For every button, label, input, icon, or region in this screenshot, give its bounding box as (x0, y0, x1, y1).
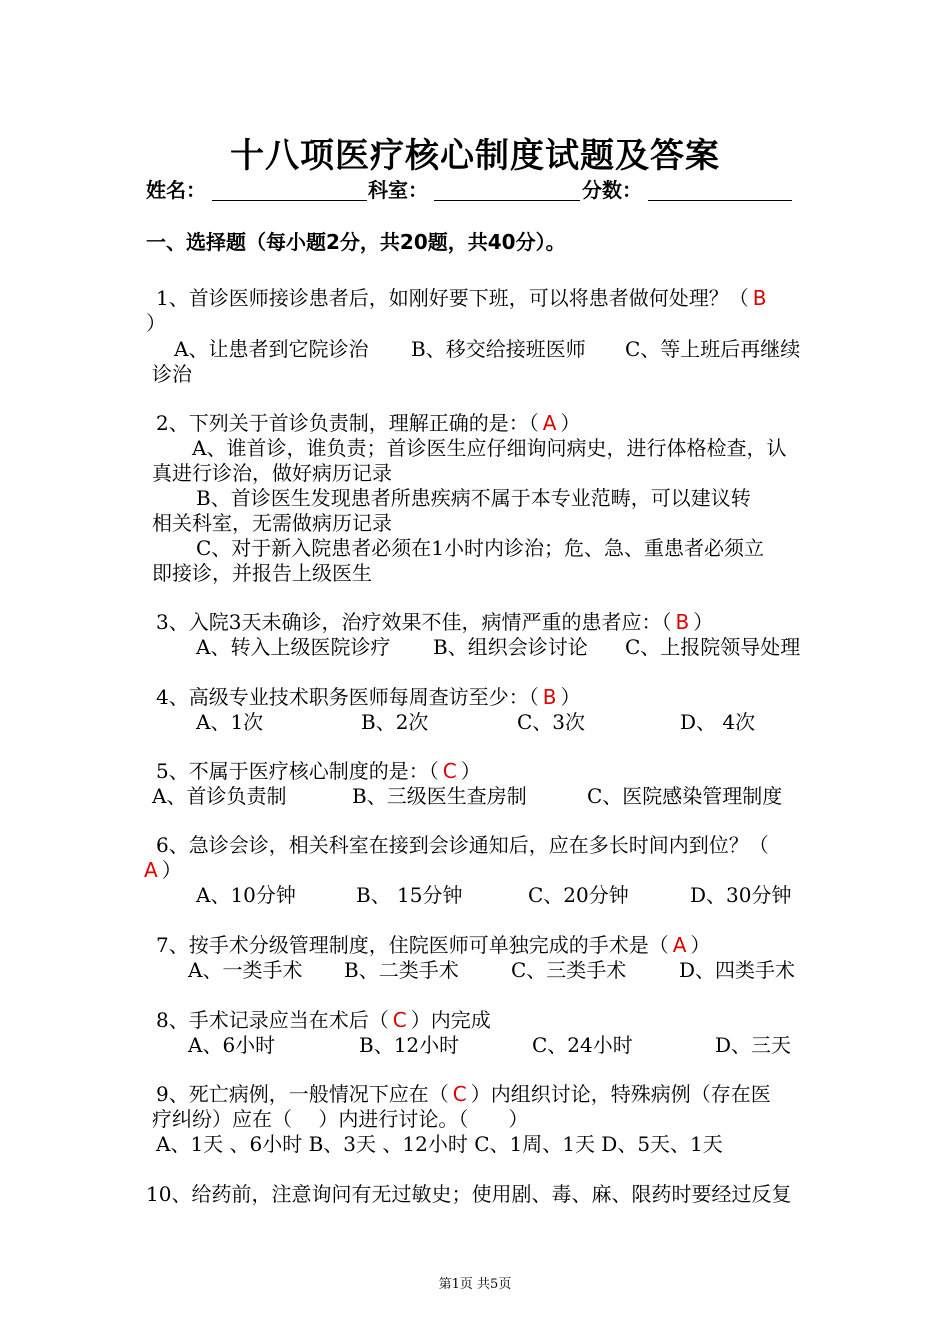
score-blank (648, 200, 792, 201)
question-8-option-a: A、6小时 (188, 1033, 276, 1057)
question-3-answer: B (675, 610, 690, 634)
question-10-stem: 10、给药前，注意询问有无过敏史；使用剧、毒、麻、限药时要经过反复 (146, 1182, 792, 1206)
question-8-stem: 8、手术记录应当在术后（ C ）内完成 (156, 1008, 491, 1032)
question-2-option-b-line2: 相关科室，无需做病历记录 (152, 511, 392, 535)
question-3-option-b: B、组织会诊讨论 (433, 635, 588, 659)
question-8-option-c: C、24小时 (532, 1033, 633, 1057)
question-6-option-a: A、10分钟 (196, 883, 296, 907)
question-2-option-a-line1: A、谁首诊，谁负责；首诊医生应仔细询问病史，进行体格检查，认 (192, 436, 787, 460)
score-label: 分数： (582, 178, 642, 202)
question-4-answer: B (542, 685, 557, 709)
question-4-option-b: B、2次 (361, 710, 429, 734)
question-5-option-b: B、三级医生查房制 (352, 784, 527, 808)
question-8-answer: C (392, 1008, 407, 1032)
question-2-option-c-line2: 即接诊，并报告上级医生 (152, 561, 372, 585)
question-3-stem: 3、入院3天未确诊，治疗效果不佳，病情严重的患者应：（ B ） (156, 610, 714, 634)
question-6-stem: 6、急诊会诊，相关科室在接到会诊通知后，应在多长时间内到位？（ (156, 833, 769, 857)
question-4-option-c: C、3次 (517, 710, 586, 734)
question-6-option-b: B、 15分钟 (356, 883, 463, 907)
question-6-answer: A (144, 858, 158, 882)
question-6-option-c: C、20分钟 (528, 883, 629, 907)
question-5-option-a: A、首诊负责制 (152, 784, 287, 808)
name-blank (212, 200, 367, 201)
question-9-stem-line2: 疗纠纷）应在（ ）内进行讨论。（ ） (152, 1107, 529, 1131)
dept-blank (434, 200, 580, 201)
question-3-option-c: C、上报院领导处理 (625, 635, 801, 659)
question-2-stem: 2、下列关于首诊负责制，理解正确的是：（ A ） (156, 411, 581, 435)
question-8-option-b: B、12小时 (359, 1033, 460, 1057)
question-1-close: ） (146, 311, 166, 335)
question-1-option-b: B、移交给接班医师 (411, 337, 586, 361)
question-7-stem: 7、按手术分级管理制度，住院医师可单独完成的手术是（ A ） (156, 933, 711, 957)
question-9-answer: C (452, 1082, 467, 1106)
question-7-answer: A (672, 933, 687, 957)
student-info-row (146, 174, 826, 204)
question-1-option-c: C、等上班后再继续 (625, 337, 801, 361)
question-5-stem: 5、不属于医疗核心制度的是：（ C ） (156, 759, 481, 783)
question-5-option-c: C、医院感染管理制度 (587, 784, 783, 808)
question-2-option-c-line1: C、对于新入院患者必须在1小时内诊治；危、急、重患者必须立 (196, 536, 765, 560)
name-label: 姓名： (146, 178, 206, 202)
question-7-option-c: C、三类手术 (511, 958, 627, 982)
question-7-option-a: A、一类手术 (188, 958, 303, 982)
question-5-answer: C (442, 759, 457, 783)
question-8-option-d: D、三天 (715, 1033, 792, 1057)
page-title: 十八项医疗核心制度试题及答案 (230, 136, 720, 176)
question-1-answer: B (752, 286, 767, 310)
question-6-option-d: D、30分钟 (690, 883, 792, 907)
question-9-options: A、1天 、6小时 B、3天 、12小时 C、1周、1天 D、5天、1天 (156, 1132, 723, 1156)
question-7-option-b: B、二类手术 (344, 958, 459, 982)
page-footer: 第1页 共5页 (438, 1277, 512, 1292)
question-9-stem: 9、死亡病例，一般情况下应在（ C ）内组织讨论，特殊病例（存在医 (156, 1082, 771, 1106)
question-3-option-a: A、转入上级医院诊疗 (196, 635, 391, 659)
section-heading: 一、选择题（每小题2分，共20题，共40分）。 (146, 230, 566, 254)
dept-label: 科室： (368, 178, 428, 202)
question-1-stem: 1、首诊医师接诊患者后，如刚好要下班，可以将患者做何处理？（ B (156, 285, 770, 311)
question-1-option-c-cont: 诊治 (152, 362, 192, 386)
question-2-answer: A (542, 411, 557, 435)
question-4-stem: 4、高级专业技术职务医师每周查访至少：（ B ） (156, 685, 581, 709)
question-6-answer-line: A ） (140, 857, 182, 883)
question-1-option-a: A、让患者到它院诊治 (174, 337, 369, 361)
question-2-option-b-line1: B、首诊医生发现患者所患疾病不属于本专业范畴，可以建议转 (196, 486, 751, 510)
question-2-option-a-line2: 真进行诊治，做好病历记录 (152, 461, 392, 485)
question-4-option-d: D、 4次 (680, 710, 756, 734)
question-4-option-a: A、1次 (196, 710, 264, 734)
question-7-option-d: D、四类手术 (679, 958, 796, 982)
